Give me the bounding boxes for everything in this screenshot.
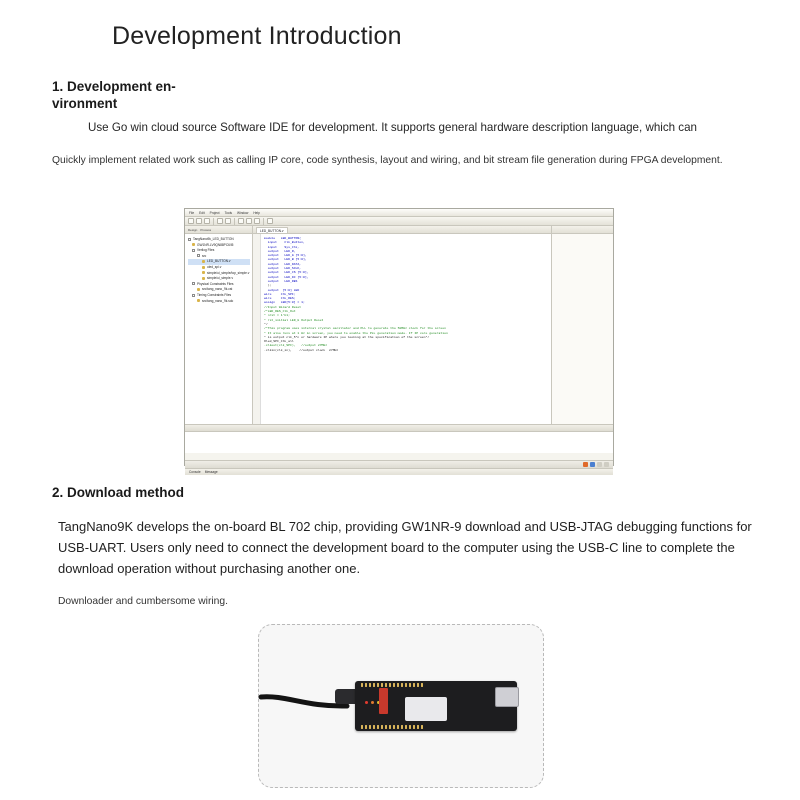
tree-item[interactable]: simple/ui_simple.v [188,276,250,282]
place-route-icon[interactable] [246,218,252,224]
code-line: output LED_DATA, [264,261,302,266]
ide-menu-tools[interactable]: Tools [224,210,233,215]
code-line: Oled_SPI_Clk_all [264,339,294,344]
project-tree [185,234,252,304]
run-synthesis-icon[interactable] [238,218,244,224]
blue-square-icon[interactable] [590,462,595,467]
page-title: Development Introduction [112,22,402,50]
chip-icon [192,243,195,246]
tree-item[interactable]: GW1NR-LV9QN88PC6/I5 [188,243,250,249]
ide-menu-file[interactable]: File [189,210,195,215]
tree-item-selected[interactable]: LED_BUTTON.v [188,259,250,265]
code-line: module LED_BUTTON( [264,236,302,240]
tree-item[interactable]: src/tang_nano_9k.cst [188,287,250,293]
code-line: /*LED_RES_Clk_Out [264,309,296,314]
ide-menu-project[interactable]: Project [209,210,220,215]
code-line: input Sys_Clk, [264,244,300,249]
program-device-icon[interactable] [254,218,260,224]
code-line: * is output clk_5*n or hardware IP where you looking at the specification of the screen*/ [264,334,430,339]
ide-body [185,226,613,424]
ide-status-bar [185,460,613,468]
ide-console-output [185,432,613,453]
code-line: //Input Wizard Reset [264,304,302,309]
code-line: output LED_B [5:0], [264,257,307,262]
ide-menu-edit[interactable]: Edit [199,210,205,215]
code-line: * rst_initial LED_G Output Reset [264,317,324,322]
ide-menu-window[interactable]: Window [237,210,249,215]
save-icon[interactable] [204,218,210,224]
undo-icon[interactable] [217,218,223,224]
code-line: */ [264,321,268,326]
section-1-paragraph-1: Use Go win cloud source Software IDE for development. It supports general hardware description language, which can [88,121,698,134]
code-line: output LED_CS [5:0], [264,270,309,275]
tree-item[interactable]: oled_spi.v [188,265,250,271]
ide-menu-help[interactable]: Help [253,210,260,215]
toolbar-divider [213,218,214,225]
editor-tab-led-button[interactable]: LED_BUTTON.v [256,227,288,233]
code-line: output LED_DC [5:0], [264,274,309,279]
code-line: .clkin(clk_in), //output clock 27MHz [264,347,339,352]
led-red-icon [365,701,368,704]
code-line: ); [264,283,272,288]
code-line: output LED_R, [264,248,296,253]
code-line: wire Clk_RES; [264,296,296,301]
ide-editor [253,226,551,424]
code-line: input Clk_Button, [264,240,305,245]
tab-design[interactable]: Design [188,227,198,232]
ide-right-panel [551,226,613,424]
ide-bottom-tabs [185,468,613,475]
section-1-paragraph-2: Quickly implement related work such as calling IP core, code synthesis, layout and wiring, and bit stream file generation during FPGA development. [52,155,723,166]
code-line: .clkout(clk_SPI), //output 27MHz [264,343,328,348]
code-line: * nrst = 1'b1; [264,313,290,318]
file-icon [197,299,200,302]
red-connector [379,688,388,714]
section-2-heading: 2. Download method [52,485,185,500]
redo-icon[interactable] [225,218,231,224]
file-icon [202,271,205,274]
folder-icon [192,282,195,285]
tree-item[interactable]: src/tang_nano_9k.sdc [188,299,250,305]
ide-design-panel-tabs [185,226,252,234]
tree-item[interactable]: Physical Constraints Files [188,282,250,288]
section-2-paragraph-1: TangNano9K develops the on-board BL 702 chip, providing GW1NR-9 download and USB-JTAG debugging functions for USB-UART. Users only need to connect the development board to the computer using the USB-C line to complete the download operation without purchasing another one. [58,519,752,576]
fpga-chip [405,697,447,721]
folder-icon [197,254,200,257]
tab-process[interactable]: Process [200,227,212,232]
section-2-paragraph-2: Downloader and cumbersome wiring. [58,596,228,607]
tree-item[interactable]: TangNano9k_LED_BUTTON [188,237,250,243]
code-line: assign LED[5:0] = 1; [264,300,305,305]
code-line: output LED_G [5:0], [264,253,307,258]
pin-header-bottom [361,725,423,729]
line-number-gutter [253,234,261,424]
folder-icon [192,249,195,252]
new-file-icon[interactable] [188,218,194,224]
ide-toolbar [185,217,613,226]
toolbar-divider [263,218,264,225]
code-line: * It also runs at 1 Hz in screen, you need to enable the PLL generation mode. If IP core generation [264,330,448,335]
folder-icon [192,294,195,297]
code-line: /*This program uses internal crystal oscillator and PLL to generate the 50MHz clock for the screen [264,326,446,331]
tab-console[interactable]: Console [189,470,201,474]
file-icon [202,260,205,263]
pin-header-top [361,683,423,687]
tree-item[interactable]: Verilog Files [188,248,250,254]
file-icon [202,266,205,269]
code-line: wire Clk_SPI; [264,291,296,296]
tab-message[interactable]: Message [204,470,218,474]
folder-icon [188,238,191,241]
code-lines [264,236,551,352]
usb-a-connector [495,687,519,707]
code-area[interactable] [253,234,551,424]
code-line: output LED_SCLK, [264,266,302,271]
led-orange-icon [371,701,374,704]
ide-bottom-toolbar [185,425,613,432]
tang-nano-9k-board-photo [258,624,544,788]
ide-bottom-panel [185,424,613,460]
ide-menu-bar [185,209,613,217]
code-line: output [5:0] LED [264,287,300,292]
file-icon [202,277,205,280]
toolbar-divider [234,218,235,225]
gowin-ide-screenshot [184,208,614,474]
grey-square-icon[interactable] [597,462,602,467]
ide-right-panel-tabs [552,226,613,234]
ide-design-panel [185,226,253,424]
grey-square-icon-2[interactable] [604,462,609,467]
tree-item[interactable]: src [188,254,250,260]
open-file-icon[interactable] [196,218,202,224]
tree-item[interactable]: simple/ui_simple/top_simple.v [188,271,250,277]
settings-gear-icon[interactable] [267,218,273,224]
ide-editor-tabbar [253,226,551,234]
section-1-heading: 1. Development en-vironment [52,79,176,111]
orange-square-icon[interactable] [583,462,588,467]
file-icon [197,288,200,291]
tree-item[interactable]: Timing Constraints Files [188,293,250,299]
code-line: output LED_RES [264,278,298,283]
